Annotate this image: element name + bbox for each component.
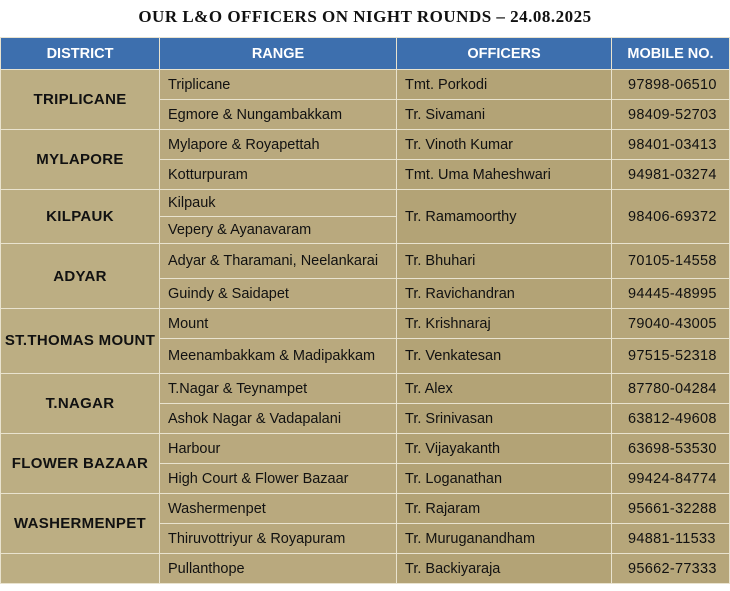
range-cell: Ashok Nagar & Vadapalani xyxy=(160,404,397,434)
mobile-cell: 63812-49608 xyxy=(612,404,730,434)
range-cell: Kotturpuram xyxy=(160,160,397,190)
header-mobile: MOBILE NO. xyxy=(612,38,730,70)
officer-cell: Tr. Sivamani xyxy=(397,100,612,130)
table-row xyxy=(1,130,730,160)
table-row xyxy=(1,374,730,404)
mobile-cell: 63698-53530 xyxy=(612,434,730,464)
range-cell: Washermenpet xyxy=(160,494,397,524)
district-cell: WASHERMENPET xyxy=(1,494,160,554)
district-cell: KILPAUK xyxy=(1,190,160,244)
range-cell: High Court & Flower Bazaar xyxy=(160,464,397,494)
range-cell: Triplicane xyxy=(160,70,397,100)
table-row xyxy=(1,190,730,217)
mobile-cell: 95662-77333 xyxy=(612,554,730,584)
table-header-row xyxy=(1,38,730,70)
district-cell xyxy=(1,554,160,584)
officer-cell: Tr. Bhuhari xyxy=(397,244,612,279)
header-range: RANGE xyxy=(160,38,397,70)
table-row xyxy=(1,309,730,339)
range-cell: Egmore & Nungambakkam xyxy=(160,100,397,130)
mobile-cell: 98401-03413 xyxy=(612,130,730,160)
mobile-cell: 94445-48995 xyxy=(612,279,730,309)
mobile-cell: 97898-06510 xyxy=(612,70,730,100)
page-title: OUR L&O OFFICERS ON NIGHT ROUNDS – 24.08.2025 xyxy=(138,7,592,26)
table-row xyxy=(1,494,730,524)
range-cell: Kilpauk xyxy=(160,190,397,217)
header-officers: OFFICERS xyxy=(397,38,612,70)
officer-cell: Tr. Ravichandran xyxy=(397,279,612,309)
table-row xyxy=(1,434,730,464)
district-cell: TRIPLICANE xyxy=(1,70,160,130)
officer-cell: Tmt. Porkodi xyxy=(397,70,612,100)
range-cell: Vepery & Ayanavaram xyxy=(160,217,397,244)
officer-cell: Tr. Muruganandham xyxy=(397,524,612,554)
range-cell: Adyar & Tharamani, Neelankarai xyxy=(160,244,397,279)
table-row xyxy=(1,70,730,100)
officer-cell: Tr. Srinivasan xyxy=(397,404,612,434)
mobile-cell: 87780-04284 xyxy=(612,374,730,404)
officer-cell: Tr. Vijayakanth xyxy=(397,434,612,464)
district-cell: FLOWER BAZAAR xyxy=(1,434,160,494)
table-row xyxy=(1,554,730,584)
mobile-cell: 98406-69372 xyxy=(612,190,730,244)
officer-cell: Tr. Ramamoorthy xyxy=(397,190,612,244)
range-cell: T.Nagar & Teynampet xyxy=(160,374,397,404)
officer-cell: Tmt. Uma Maheshwari xyxy=(397,160,612,190)
mobile-cell: 70105-14558 xyxy=(612,244,730,279)
officer-cell: Tr. Alex xyxy=(397,374,612,404)
table-row xyxy=(1,244,730,279)
range-cell: Pullanthope xyxy=(160,554,397,584)
range-cell: Thiruvottriyur & Royapuram xyxy=(160,524,397,554)
district-cell: MYLAPORE xyxy=(1,130,160,190)
mobile-cell: 95661-32288 xyxy=(612,494,730,524)
range-cell: Mount xyxy=(160,309,397,339)
mobile-cell: 94981-03274 xyxy=(612,160,730,190)
range-cell: Meenambakkam & Madipakkam xyxy=(160,339,397,374)
officer-cell: Tr. Krishnaraj xyxy=(397,309,612,339)
mobile-cell: 94881-11533 xyxy=(612,524,730,554)
officer-cell: Tr. Vinoth Kumar xyxy=(397,130,612,160)
range-cell: Mylapore & Royapettah xyxy=(160,130,397,160)
officer-cell: Tr. Backiyaraja xyxy=(397,554,612,584)
officer-cell: Tr. Loganathan xyxy=(397,464,612,494)
officer-cell: Tr. Venkatesan xyxy=(397,339,612,374)
header-district: DISTRICT xyxy=(1,38,160,70)
mobile-cell: 97515-52318 xyxy=(612,339,730,374)
range-cell: Guindy & Saidapet xyxy=(160,279,397,309)
mobile-cell: 79040-43005 xyxy=(612,309,730,339)
range-cell: Harbour xyxy=(160,434,397,464)
officers-table xyxy=(0,37,730,584)
mobile-cell: 99424-84774 xyxy=(612,464,730,494)
district-cell: ST.THOMAS MOUNT xyxy=(1,309,160,374)
district-cell: ADYAR xyxy=(1,244,160,309)
mobile-cell: 98409-52703 xyxy=(612,100,730,130)
district-cell: T.NAGAR xyxy=(1,374,160,434)
officer-cell: Tr. Rajaram xyxy=(397,494,612,524)
